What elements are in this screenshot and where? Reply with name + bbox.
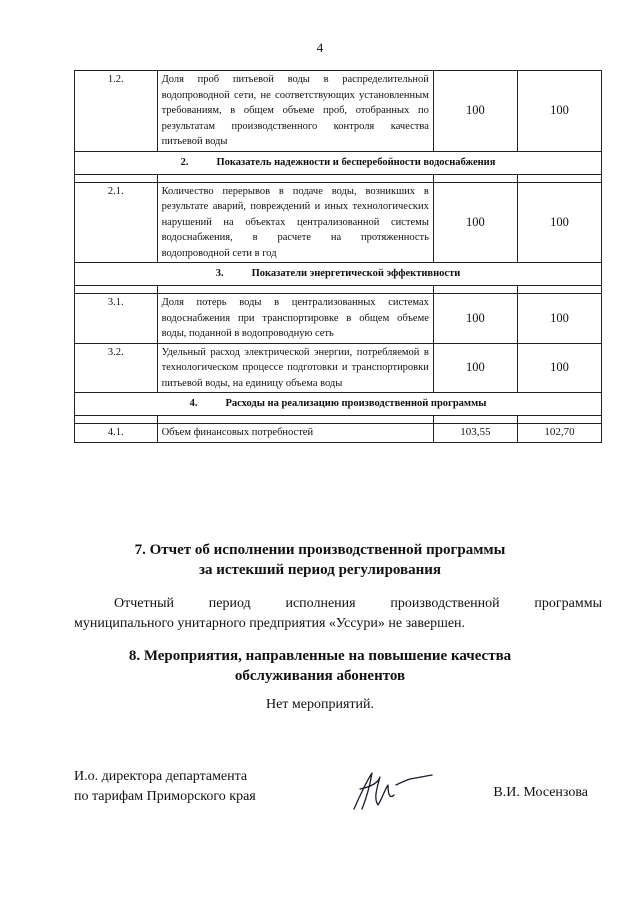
spacer-cell [157, 174, 433, 182]
table-spacer-row [75, 416, 602, 424]
signatory-name: В.И. Мосензова [493, 785, 588, 800]
table-section-row [75, 151, 602, 174]
section7-title [0, 540, 640, 580]
spacer-cell [75, 174, 158, 182]
section7-text-line2: муниципального унитарного предприятия «Уссури» не завершен. [74, 616, 466, 631]
section8-title-line2: обслуживания абонентов [234, 668, 406, 684]
indicator-description-cell: Количество перерывов в подаче воды, возникших в результате аварий, повреждений и иных технологических нарушений на объектах централизованной системы водоснабжения, в расчете на протяженность водопроводной сети в год [157, 182, 433, 263]
section-heading-cell [75, 263, 602, 286]
handwritten-signature [340, 765, 440, 815]
table-row [75, 182, 602, 263]
section7-title-line1: 7. Отчет об исполнении производственной программы [134, 542, 506, 558]
section8-text: Нет мероприятий. [265, 697, 375, 712]
actual-value-cell: 100 [517, 71, 601, 152]
section-number: 3. [215, 268, 224, 280]
section-title: Показатель надежности и бесперебойности водоснабжения [216, 156, 496, 168]
signatory-title-line1: И.о. директора департамента [74, 769, 248, 784]
spacer-cell [75, 286, 158, 294]
indicator-description-cell: Доля проб питьевой воды в распределительной водопроводной сети, не соответствующих установленным требованиям, в общем объеме проб, отобранных по результатам производственного контроля качества питьевой воды [157, 71, 433, 152]
spacer-cell [157, 286, 433, 294]
spacer-cell [517, 174, 601, 182]
indicator-description-cell: Удельный расход электрической энергии, потребляемой в технологическом процессе подготовки и транспортировки питьевой воды, на единицу объема воды [157, 343, 433, 393]
row-number-cell: 4.1. [75, 424, 158, 443]
spacer-cell [433, 174, 517, 182]
section8-title-line1: 8. Мероприятия, направленные на повышение качества [128, 648, 512, 664]
section-heading-cell [75, 393, 602, 416]
signatory-title [74, 767, 256, 807]
spacer-cell [433, 416, 517, 424]
indicators-table [74, 70, 602, 443]
table-section-row [75, 393, 602, 416]
row-number-cell: 3.2. [75, 343, 158, 393]
planned-value-cell: 103,55 [433, 424, 517, 443]
section-number: 2. [180, 156, 189, 168]
row-number-cell: 2.1. [75, 182, 158, 263]
section-title: Показатели энергетической эффективности [251, 268, 461, 280]
table-row [75, 343, 602, 393]
table-spacer-row [75, 174, 602, 182]
planned-value-cell: 100 [433, 71, 517, 152]
planned-value-cell: 100 [433, 343, 517, 393]
table-spacer-row [75, 286, 602, 294]
table-row [75, 424, 602, 443]
actual-value-cell: 102,70 [517, 424, 601, 443]
actual-value-cell: 100 [517, 294, 601, 344]
actual-value-cell: 100 [517, 343, 601, 393]
section8-title [0, 646, 640, 686]
table-section-row [75, 263, 602, 286]
row-number-cell: 1.2. [75, 71, 158, 152]
spacer-cell [517, 416, 601, 424]
table-row [75, 71, 602, 152]
spacer-cell [517, 286, 601, 294]
planned-value-cell: 100 [433, 182, 517, 263]
section-title: Расходы на реализацию производственной программы [225, 398, 487, 410]
signatory-title-line2: по тарифам Приморского края [74, 789, 256, 804]
indicator-description-cell: Доля потерь воды в централизованных системах водоснабжения при транспортировке в общем объеме воды, поданной в водопроводную сеть [157, 294, 433, 344]
indicator-description-cell: Объем финансовых потребностей [157, 424, 433, 443]
section7-paragraph [74, 594, 602, 634]
row-number-cell: 3.1. [75, 294, 158, 344]
page-number: 4 [316, 40, 324, 55]
section-heading-cell [75, 151, 602, 174]
spacer-cell [75, 416, 158, 424]
planned-value-cell: 100 [433, 294, 517, 344]
spacer-cell [433, 286, 517, 294]
section7-title-line2: за истекший период регулирования [198, 562, 442, 578]
spacer-cell [157, 416, 433, 424]
table-row [75, 294, 602, 344]
actual-value-cell: 100 [517, 182, 601, 263]
section7-text-line1: Отчетный период исполнения производственной программы [114, 596, 602, 611]
section-number: 4. [189, 398, 198, 410]
